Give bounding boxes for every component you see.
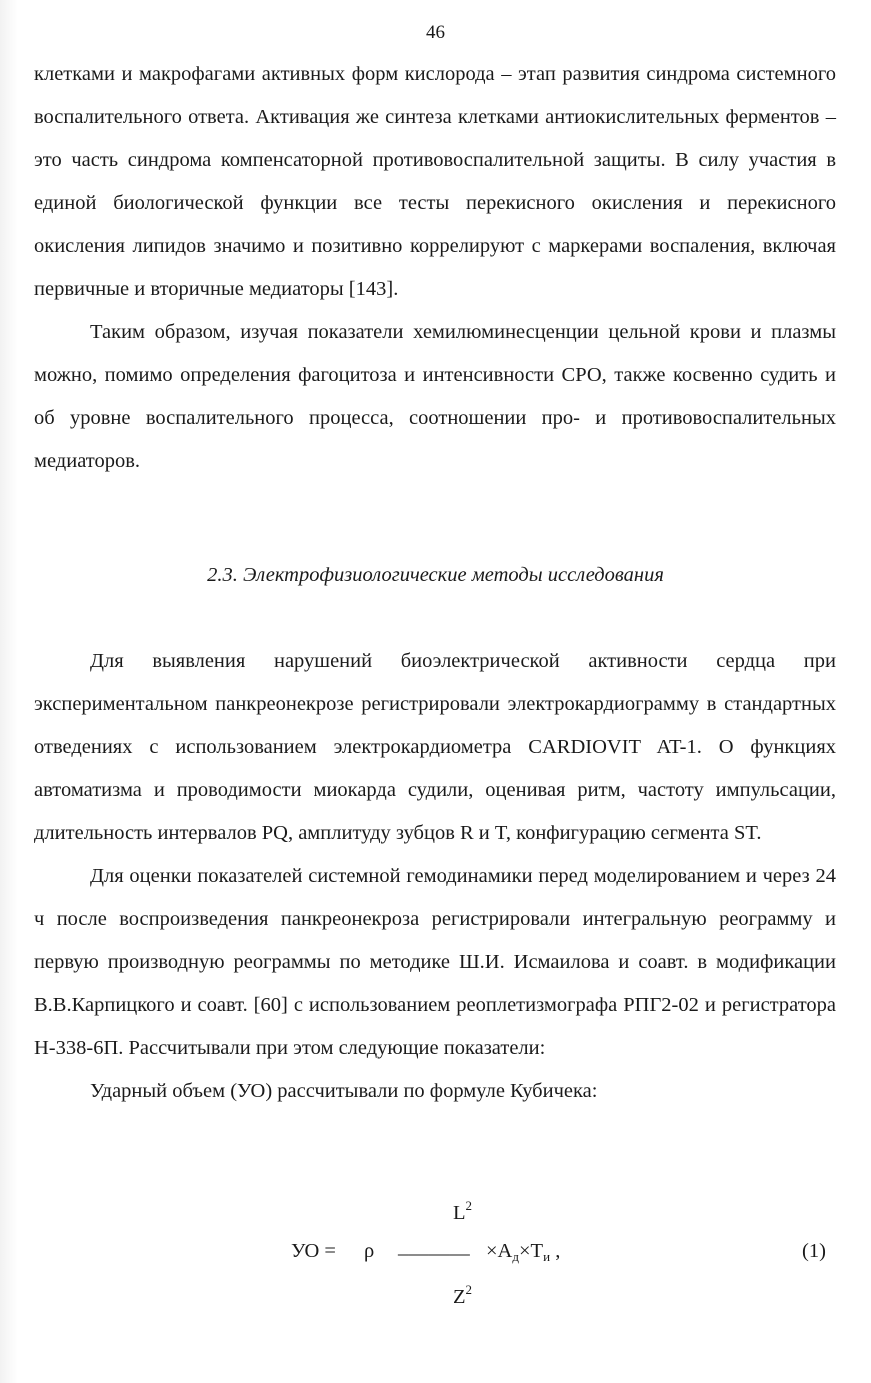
formula-denominator: $Z^2$: [453, 1282, 473, 1308]
formula-rho: ρ: [364, 1240, 375, 1262]
text-block-top: [34, 53, 836, 483]
formula-fraction-line: _______: [398, 1236, 470, 1258]
paragraph-ecg: Для выявления нарушений биоэлектрической активности сердца при экспериментальном панкреонекрозе регистрировали электрокардиограмму в стандартных отведениях с использованием электрокардиометра CARDIOVIT AT-1. О функциях автоматизма и проводимости миокарда судили, оценивая ритм, частоту импульсации, длительность интервалов PQ, амплитуду зубцов R и T, конфигурацию сегмента ST.: [34, 650, 836, 844]
scan-edge-shadow: [0, 0, 18, 1383]
page-number: 46: [426, 22, 445, 43]
formula-lhs: УО =: [291, 1240, 336, 1262]
kubicek-formula: [0, 1190, 871, 1320]
paragraph-hemodynamics: Для оценки показателей системной гемодинамики перед моделированием и через 24 ч после воспроизведения панкреонекроза регистрировали интегральную реограмму и первую производную реограммы по методике Ш.И. Исмаилова и соавт. в модификации В.В.Карпицкого и соавт. [60] с использованием реоплетизмографа РПГ2-02 и регистратора Н-338-6П. Рассчитывали при этом следующие показатели:: [34, 865, 836, 1059]
paragraph-formula-intro: Ударный объем (УО) рассчитывали по формуле Кубичека:: [90, 1080, 598, 1102]
text-block-bottom: [34, 640, 836, 1113]
paragraph-conclusion: Таким образом, изучая показатели хемилюминесценции цельной крови и плазмы можно, помимо определения фагоцитоза и интенсивности СРО, также косвенно судить и об уровне воспалительного процесса, соотношении про- и противовоспалительных медиаторов.: [34, 321, 836, 472]
formula-numerator: $L^2$: [453, 1198, 473, 1224]
paragraph-continuation: клетками и макрофагами активных форм кислорода – этап развития синдрома системного воспалительного ответа. Активация же синтеза клетками антиокислительных ферментов – это часть синдрома компенсаторной противовоспалительной защиты. В силу участия в единой биологической функции все тесты перекисного окисления и перекисного окисления липидов значимо и позитивно коррелируют с маркерами воспаления, включая первичные и вторичные медиаторы [143].: [34, 63, 836, 300]
formula-number: (1): [802, 1240, 826, 1262]
section-heading: 2.3. Электрофизиологические методы исследования: [207, 564, 664, 586]
formula-multipliers: ×Aд×Tи ,: [486, 1240, 561, 1264]
